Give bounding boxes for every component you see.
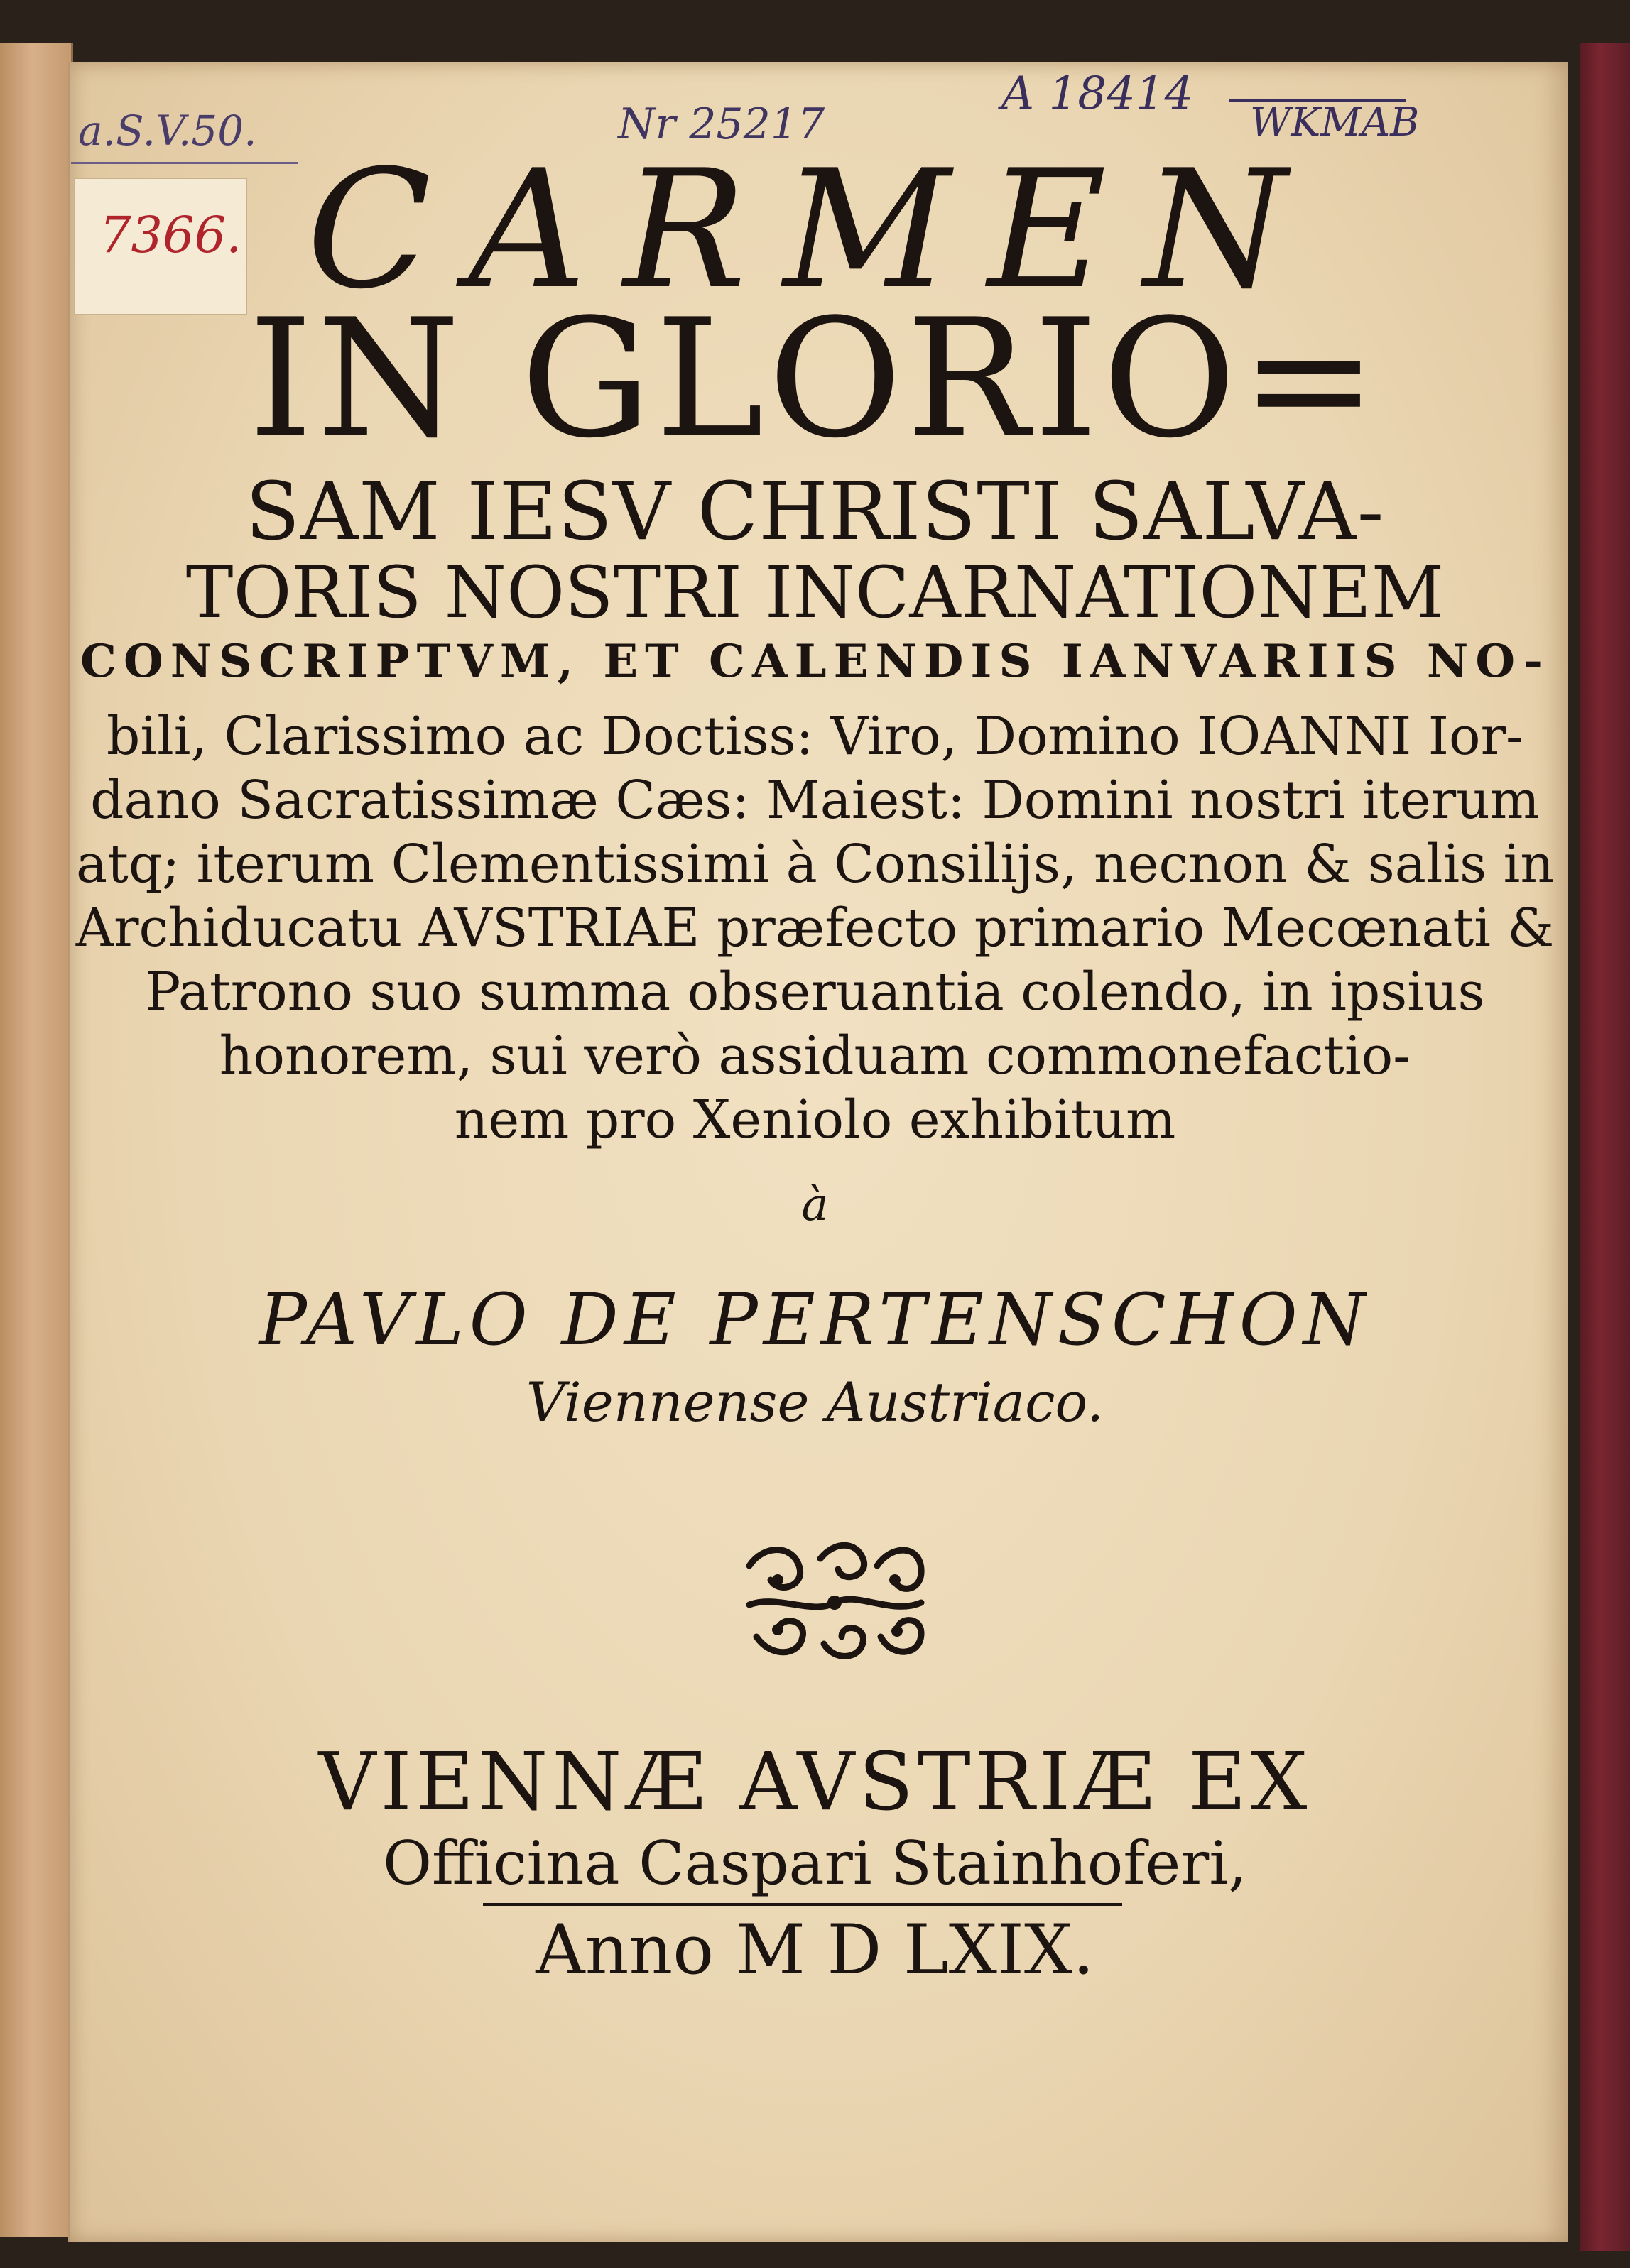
printers-ornament-icon (735, 1537, 934, 1665)
dedication-line: Patrono suo summa obseruantia colendo, in ipsius (145, 961, 1485, 1023)
dedication-line: honorem, sui verò assiduam commonefactio- (219, 1025, 1411, 1086)
title-line-5: CONSCRIPTVM, ET CALENDIS IANVARIIS NO- (80, 635, 1550, 688)
dedication-line: Archiducatu AVSTRIAE præfecto primario Mecœnati & (75, 898, 1555, 959)
byline-preposition: à (801, 1179, 829, 1231)
title-line-1: CARMEN (306, 136, 1324, 325)
author-name: PAVLO DE PERTENSCHON (259, 1278, 1371, 1361)
author-origin: Viennense Austriaco. (526, 1370, 1104, 1434)
shelfmark: a.S.V.50. (78, 107, 257, 155)
dedication-line: atq; iterum Clementissimi à Consilijs, necnon & salis in (75, 834, 1555, 895)
title-line-2: IN GLORIO= (248, 285, 1382, 474)
imprint-printer: Officina Caspari Stainhoferi, (383, 1828, 1247, 1898)
dedication-line: nem pro Xeniolo exhibitum (454, 1089, 1176, 1150)
imprint-year: Anno M D LXIX. (536, 1910, 1094, 1990)
register-number: Nr 25217 (618, 99, 825, 149)
title-line-4: TORIS NOSTRI INCARNATIONEM (185, 551, 1445, 634)
imprint-rule (483, 1903, 1122, 1906)
title-line-3: SAM IESV CHRISTI SALVA- (245, 466, 1385, 558)
label-number: 7366. (99, 206, 242, 264)
pencil-note: WKMAB (1250, 99, 1420, 146)
accession-number: A 18414 (1001, 67, 1194, 120)
imprint-place: VIENNÆ AVSTRIÆ EX (318, 1736, 1312, 1828)
dedication-line: bili, Clarissimo ac Doctiss: Viro, Domino IOANNI Ior- (107, 706, 1523, 767)
dedication-line: dano Sacratissimæ Cæs: Maiest: Domini nostri iterum (90, 770, 1540, 831)
